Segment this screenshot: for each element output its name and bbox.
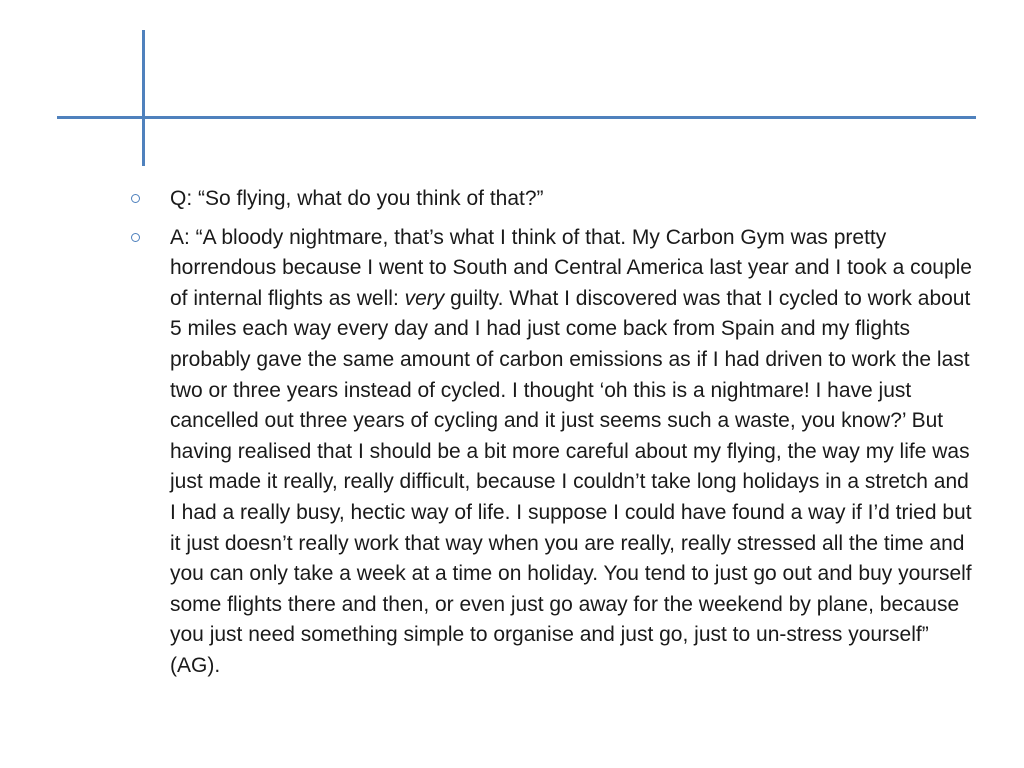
circle-bullet-icon: [131, 233, 140, 242]
bullet-answer: [126, 223, 976, 682]
bullet-question: [126, 184, 976, 215]
bullet-list: [126, 184, 976, 690]
answer-text-start: A: “A bloody nightmare, that’s what I think of that. My Carbon Gym was pretty horrendous because I went to South and Central America last year and I took a couple of internal flights as well:: [170, 225, 972, 310]
decorative-horizontal-line: [57, 116, 976, 119]
answer-emphasis: very: [404, 286, 445, 310]
decorative-vertical-line: [142, 30, 145, 166]
circle-bullet-icon: [131, 194, 140, 203]
question-text: Q: “So flying, what do you think of that?”: [170, 187, 544, 210]
answer-text-end: guilty. What I discovered was that I cycled to work about 5 miles each way every day and I had just come back from Spain and my flights probably gave the same amount of carbon emissions as if I had driven to work the last two or three years instead of cycled. I thought ‘oh this is a nightmare! I have just cancelled out three years of cycling and it just seems such a waste, you know?’ But having realised that I should be a bit more careful about my flying, the way my life was just made it really, really difficult, because I couldn’t take long holidays in a stretch and I had a really busy, hectic way of life. I suppose I could have found a way if I’d tried but it just doesn’t really work that way when you are really, really stressed all the time and you can only take a week at a time on holiday. You tend to just go out and buy yourself some flights there and then, or even just go away for the weekend by plane, because you just need something simple to organise and just go, just to un-stress yourself” (AG).: [170, 286, 972, 677]
